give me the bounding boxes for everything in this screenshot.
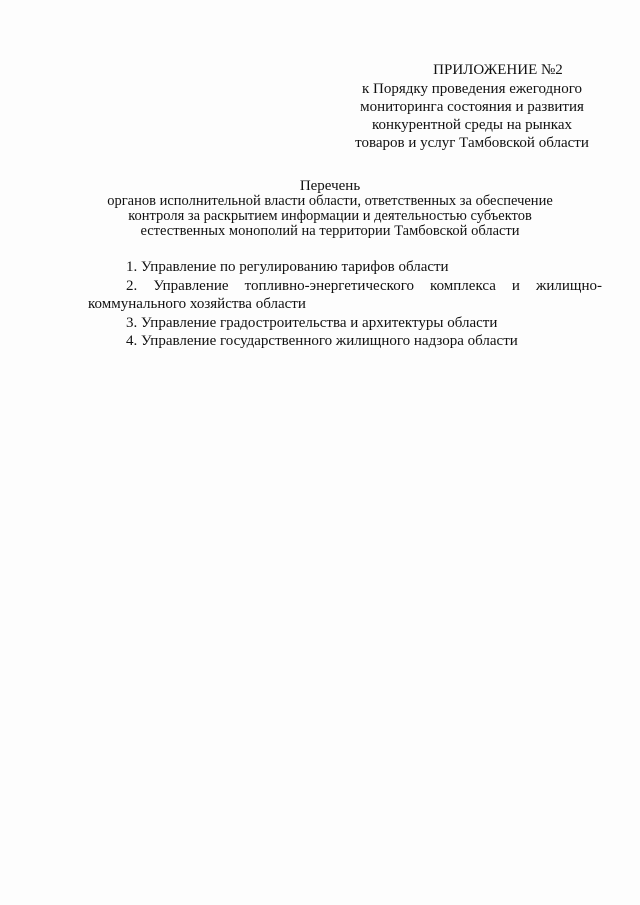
- list-item: [88, 332, 602, 351]
- appendix-line: конкурентной среды на рынках: [371, 117, 572, 133]
- list-heading: [90, 178, 570, 239]
- heading-line: естественных монополий на территории Тамбовской области: [140, 223, 520, 239]
- heading-title: Перечень: [299, 178, 361, 194]
- appendix-block: [342, 60, 602, 152]
- item-text: Управление государственного жилищного надзора области: [141, 333, 518, 349]
- item-number: 2.: [126, 277, 138, 294]
- item-number: 3.: [126, 314, 138, 331]
- item-number: 4.: [126, 333, 138, 349]
- list-item: [88, 258, 602, 277]
- item-continuation: коммунального хозяйства области: [88, 296, 306, 312]
- heading-line: контроля за раскрытием информации и деятельностью субъектов: [128, 208, 532, 224]
- list-item: [88, 314, 602, 333]
- item-text: Управление топливно-энергетического комплекса и жилищно-: [153, 277, 603, 294]
- appendix-line: товаров и услуг Тамбовской области: [355, 135, 589, 151]
- heading-line: органов исполнительной власти области, ответственных за обеспечение: [107, 193, 553, 209]
- item-text: Управление градостроительства и архитектуры области: [141, 314, 498, 331]
- appendix-title: ПРИЛОЖЕНИЕ №2: [433, 62, 563, 78]
- appendix-line: мониторинга состояния и развития: [360, 99, 584, 115]
- item-first-line: [88, 277, 602, 296]
- item-number: 1.: [126, 259, 138, 275]
- authorities-list: [88, 258, 602, 351]
- list-item: [88, 277, 602, 314]
- appendix-line: к Порядку проведения ежегодного: [362, 81, 582, 97]
- item-text: Управление по регулированию тарифов области: [141, 259, 449, 275]
